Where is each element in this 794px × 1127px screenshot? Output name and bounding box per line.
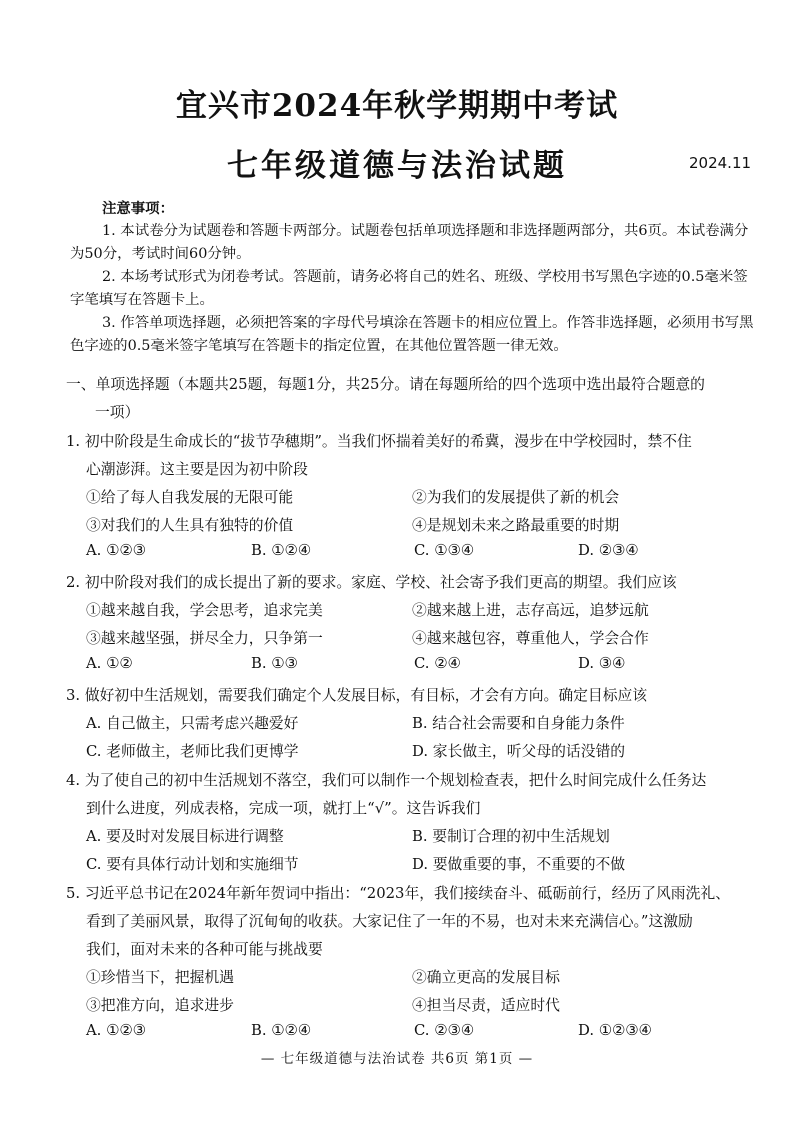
answer-choice-d: D. 家长做主，听父母的话没错的	[412, 743, 626, 760]
answer-choice-a: A. ①②③	[86, 1022, 146, 1039]
answer-choice-d: D. ②③④	[578, 542, 639, 559]
section-heading: 一、单项选择题（本题共25题，每题1分，共25分。请在每题所给的四个选项中选出最符合题意的	[66, 376, 705, 393]
notice-item-2: 2. 本场考试形式为闭卷考试。答题前，请务必将自己的姓名、班级、学校用书写黑色字迹的0.5毫米签字笔填写在答题卡上。	[70, 269, 748, 308]
answer-choice-b: B. ①②④	[251, 1022, 312, 1039]
statement-option: ③越来越坚强，拼尽全力，只争第一	[86, 630, 323, 647]
notice-item-3: 3. 作答单项选择题，必须把答案的字母代号填涂在答题卡的相应位置上。作答非选择题，必须用书写黑色字迹的0.5毫米签字笔填写在答题卡的指定位置，在其他位置答题一律无效。	[70, 315, 754, 354]
answer-choice-c: C. 老师做主，老师比我们更博学	[86, 743, 299, 760]
answer-choice-c: C. 要有具体行动计划和实施细节	[86, 856, 299, 873]
question-text: 看到了美丽风景，取得了沉甸甸的收获。大家记住了一年的不易，也对未来充满信心。”这激励	[86, 913, 693, 930]
answer-choice-d: D. ①②③④	[578, 1022, 652, 1039]
statement-option: ④担当尽责，适应时代	[412, 997, 560, 1014]
statement-option: ④越来越包容，尊重他人，学会合作	[412, 630, 649, 647]
statement-option: ②为我们的发展提供了新的机会	[412, 489, 620, 506]
statement-option: ①越来越自我，学会思考，追求完美	[86, 602, 323, 619]
question-text: 5. 习近平总书记在2024年新年贺词中指出：“2023年，我们接续奋斗、砥砺前行，经历了风雨洗礼、	[66, 885, 730, 902]
question-text: 2. 初中阶段对我们的成长提出了新的要求。家庭、学校、社会寄予我们更高的期望。我们应该	[66, 574, 677, 591]
answer-choice-a: A. 要及时对发展目标进行调整	[86, 828, 284, 845]
statement-option: ①珍惜当下，把握机遇	[86, 969, 234, 986]
answer-choice-a: A. ①②③	[86, 542, 146, 559]
question-text: 我们，面对未来的各种可能与挑战要	[86, 941, 323, 958]
answer-choice-c: C. ②④	[414, 655, 461, 672]
answer-choice-b: B. 结合社会需要和自身能力条件	[412, 715, 625, 732]
answer-choice-b: B. 要制订合理的初中生活规划	[412, 828, 610, 845]
page-footer: — 七年级道德与法治试卷 共6页 第1页 —	[260, 1051, 534, 1067]
answer-choice-c: C. ②③④	[414, 1022, 474, 1039]
answer-choice-b: B. ①②④	[251, 542, 312, 559]
statement-option: ①给了每人自我发展的无限可能	[86, 489, 294, 506]
section-heading-cont: 一项）	[95, 404, 140, 421]
question-text: 3. 做好初中生活规划，需要我们确定个人发展目标，有目标，才会有方向。确定目标应该	[66, 687, 648, 704]
answer-choice-d: D. ③④	[578, 655, 626, 672]
notice-item-1: 1. 本试卷分为试题卷和答题卡两部分。试题卷包括单项选择题和非选择题两部分，共6页。本试卷满分为50分，考试时间60分钟。	[70, 223, 749, 262]
question-text: 到什么进度，列成表格，完成一项，就打上“√”。这告诉我们	[86, 800, 481, 817]
notice-heading: 注意事项：	[102, 200, 174, 217]
statement-option: ②确立更高的发展目标	[412, 969, 560, 986]
exam-date: 2024.11	[689, 154, 752, 172]
statement-option: ③对我们的人生具有独特的价值	[86, 517, 294, 534]
question-text: 4. 为了使自己的初中生活规划不落空，我们可以制作一个规划检查表，把什么时间完成什么任务达	[66, 772, 707, 789]
statement-option: ④是规划未来之路最重要的时期	[412, 517, 620, 534]
answer-choice-c: C. ①③④	[414, 542, 474, 559]
question-text: 心潮澎湃。这主要是因为初中阶段	[86, 461, 308, 478]
question-text: 1. 初中阶段是生命成长的“拔节孕穗期”。当我们怀揣着美好的希冀，漫步在中学校园时，禁不住	[66, 433, 692, 450]
answer-choice-a: A. 自己做主，只需考虑兴趣爱好	[86, 715, 299, 732]
statement-option: ③把准方向，追求进步	[86, 997, 234, 1014]
answer-choice-b: B. ①③	[251, 655, 298, 672]
exam-subtitle: 七年级道德与法治试题	[227, 148, 567, 184]
statement-option: ②越来越上进，志存高远，追梦远航	[412, 602, 649, 619]
answer-choice-a: A. ①②	[86, 655, 133, 672]
exam-title: 宜兴市2024年秋学期期中考试	[175, 88, 619, 124]
answer-choice-d: D. 要做重要的事，不重要的不做	[412, 856, 626, 873]
